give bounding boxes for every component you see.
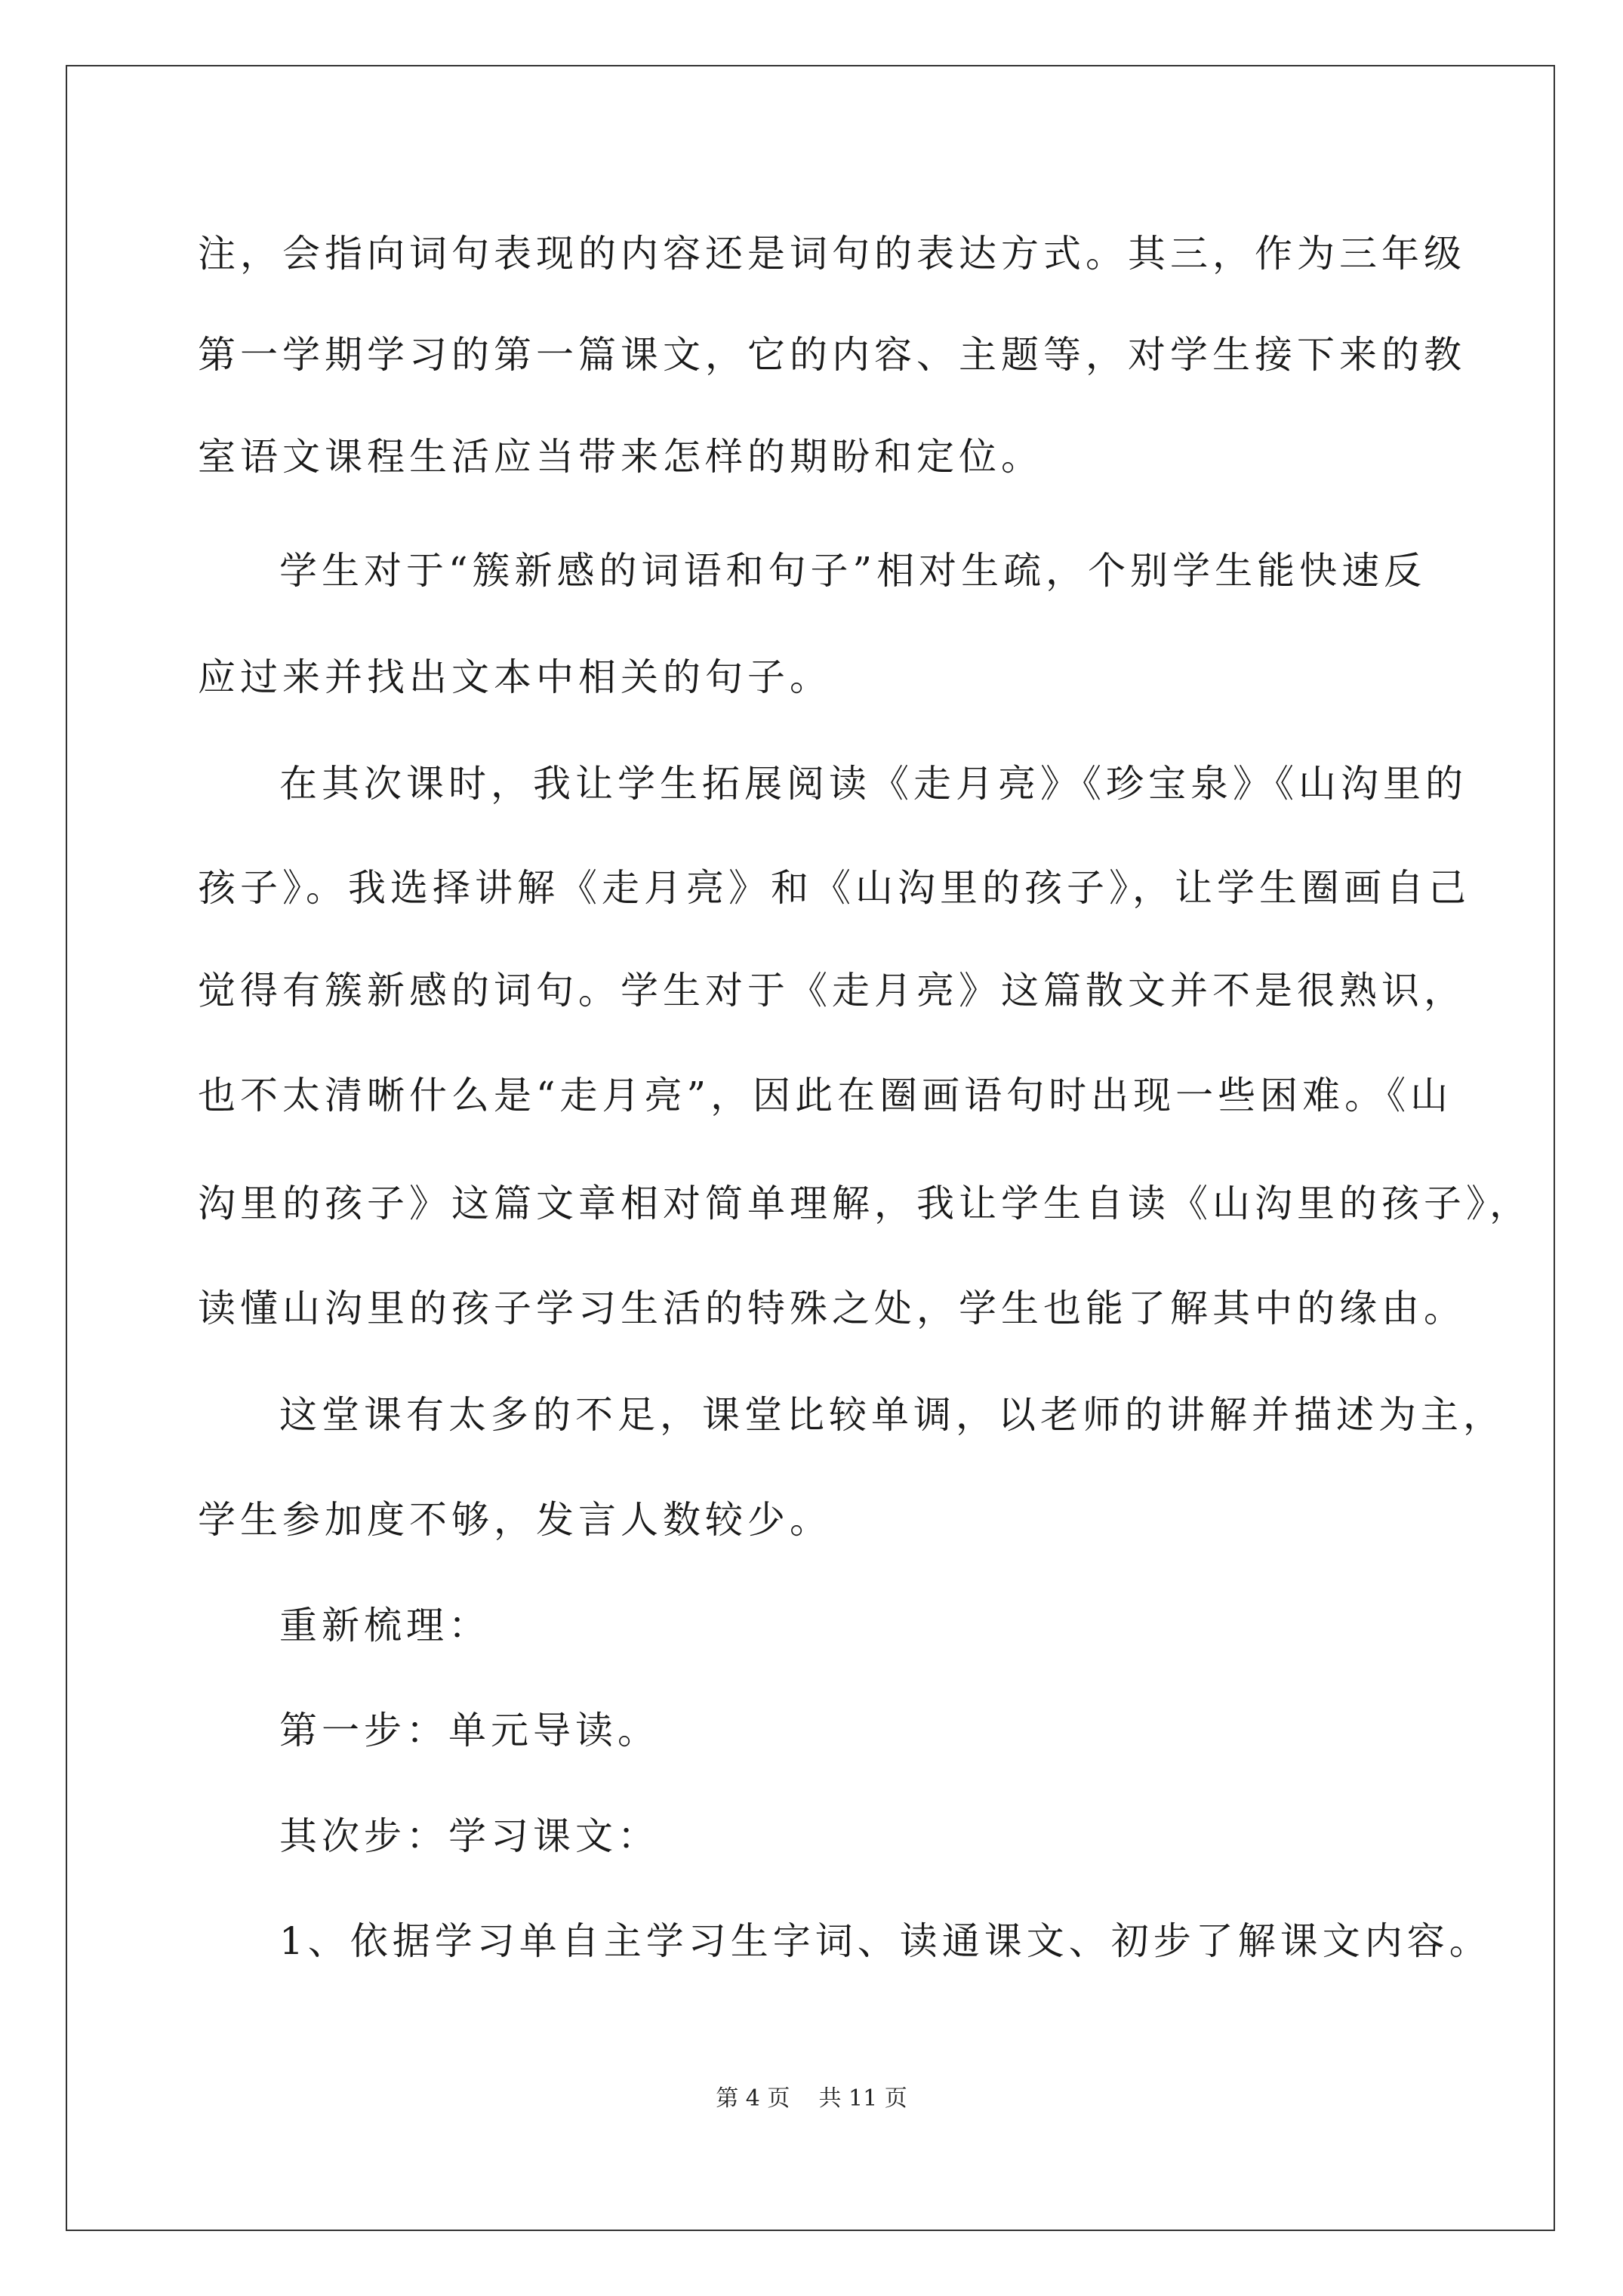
section-heading-line: 重新梳理： [279,1604,491,1647]
page-number-footer: 第 4 页 共 11 页 [716,2085,907,2112]
body-text-line: 室语文课程生活应当带来怎样的期盼和定位。 [198,435,1043,479]
body-text-line: 觉得有簇新感的词句。学生对于《走月亮》这篇散文并不是很熟识， [198,969,1466,1012]
list-item-line: 1、依据学习单自主学习生字词、读通课文、初步了解课文内容。 [279,1919,1492,1963]
body-text-line: 读懂山沟里的孩子学习生活的特殊之处，学生也能了解其中的缘由。 [198,1287,1466,1330]
paragraph-start-line: 在其次课时，我让学生拓展阅读《走月亮》《珍宝泉》《山沟里的 [279,762,1467,806]
step-line: 第一步：单元导读。 [279,1709,660,1752]
step-line: 其次步：学习课文： [279,1814,660,1858]
paragraph-start-line: 这堂课有太多的不足，课堂比较单调，以老师的讲解并描述为主， [279,1393,1505,1437]
body-text-line: 第一学期学习的第一篇课文，它的内容、主题等，对学生接下来的教 [198,333,1466,377]
paragraph-start-line: 学生对于“簇新感的词语和句子”相对生疏，个别学生能快速反 [279,549,1427,593]
body-text-line: 也不太清晰什么是“走月亮”，因此在圈画语句时出现一些困难。《山 [198,1074,1453,1117]
body-text-line: 注，会指向词句表现的内容还是词句的表达方式。其三，作为三年级 [198,232,1466,276]
body-text-line: 孩子》。我选择讲解《走月亮》和《山沟里的孩子》，让学生圈画自己 [198,866,1471,910]
body-text-line: 应过来并找出文本中相关的句子。 [198,655,832,699]
page-border [66,65,1555,2231]
body-text-line: 沟里的孩子》这篇文章相对简单理解，我让学生自读《山沟里的孩子》， [198,1182,1532,1225]
body-text-line: 学生参加度不够，发言人数较少。 [198,1498,832,1542]
